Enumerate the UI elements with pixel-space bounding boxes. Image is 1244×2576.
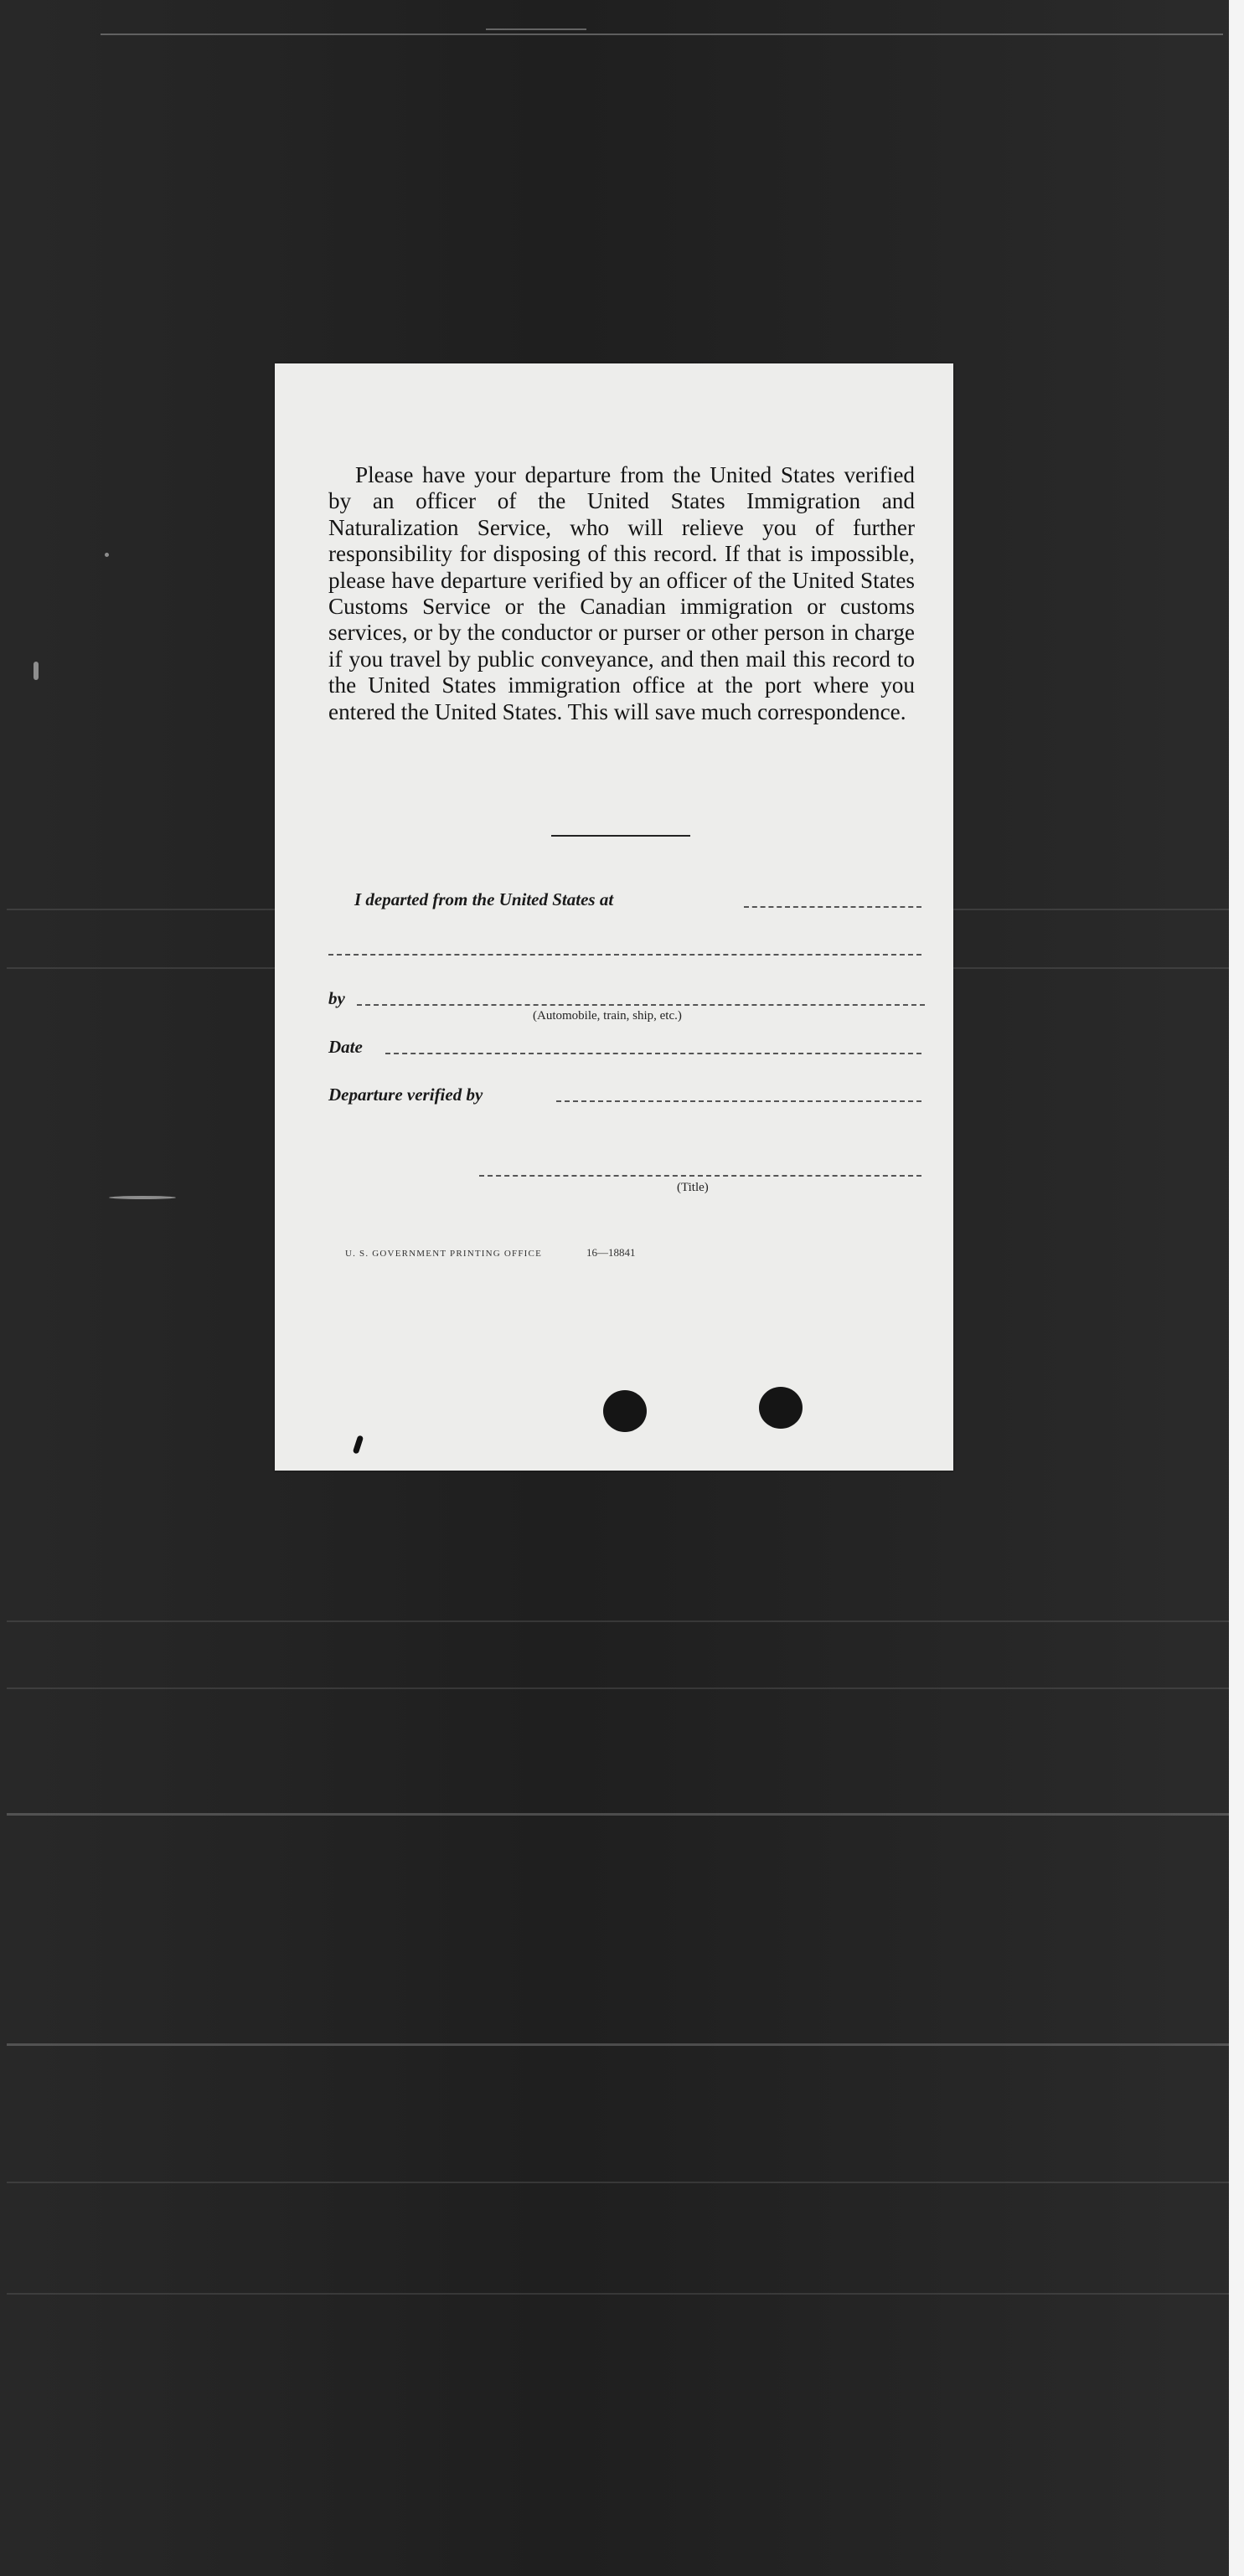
film-speck (105, 553, 109, 557)
scan-line (7, 2293, 1229, 2295)
date-label: Date (328, 1037, 363, 1057)
form-code: 16—18841 (586, 1246, 636, 1259)
departed-from-field-continued[interactable] (328, 954, 921, 956)
date-field[interactable] (385, 1053, 921, 1054)
title-hint: (Title) (677, 1181, 709, 1194)
departure-record-card (275, 363, 953, 1471)
punch-hole (603, 1390, 647, 1432)
printing-office-imprint: U. S. GOVERNMENT PRINTING OFFICE (345, 1249, 542, 1259)
conveyance-hint: (Automobile, train, ship, etc.) (533, 1009, 682, 1023)
by-label: by (328, 988, 345, 1008)
film-top-rule (101, 33, 1223, 35)
scan-line (7, 2043, 1229, 2046)
film-speck (109, 1196, 176, 1199)
departure-instructions: Please have your departure from the United States verified by an officer of the United States Immigration and Naturalization Service, who will relieve you of further responsibility for disposing of this record. If that is impossible, please have departure verified by an officer of the United States Customs Service or the Canadian immigration or customs services, or by the conductor or purser or other person in charge if you travel by public conveyance, and then mail this record to the United States immigration office at the port where you entered the United States. This will save much correspondence. (328, 462, 915, 724)
scan-line (7, 1620, 1229, 1622)
departure-verified-label: Departure verified by (328, 1084, 483, 1105)
title-field[interactable] (479, 1175, 921, 1177)
verified-by-field[interactable] (556, 1100, 921, 1102)
film-edge (1229, 0, 1244, 2576)
section-divider (551, 835, 690, 837)
scan-line (7, 1813, 1229, 1816)
scan-line (7, 2182, 1229, 2183)
punch-hole (759, 1387, 803, 1429)
conveyance-field[interactable] (357, 1004, 925, 1006)
departed-from-label: I departed from the United States at (354, 889, 614, 909)
film-top-stub (486, 28, 586, 30)
film-speck (34, 662, 39, 680)
ink-mark (353, 1435, 364, 1454)
scan-line (7, 1687, 1229, 1689)
departed-from-field[interactable] (744, 906, 921, 908)
